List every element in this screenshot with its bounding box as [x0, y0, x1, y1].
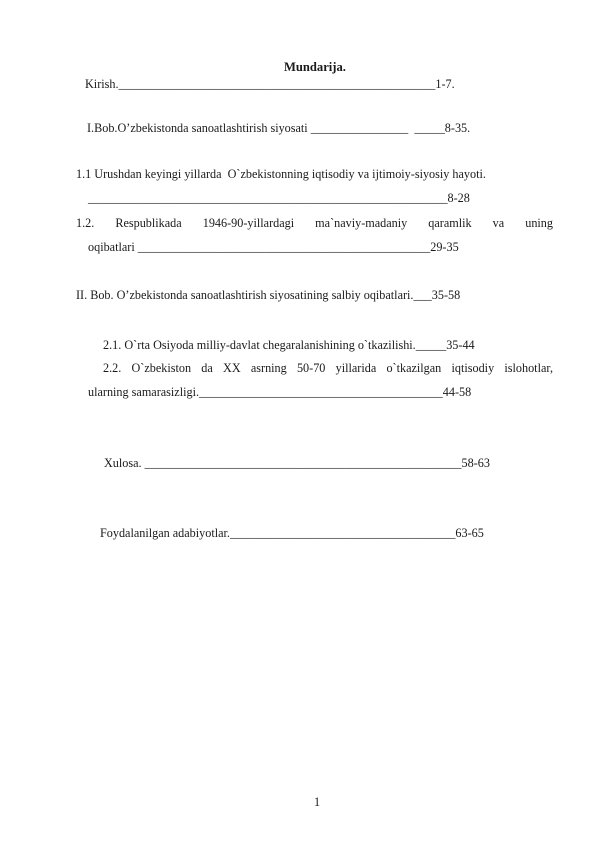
page-title: Mundarija. — [284, 60, 346, 74]
toc-entry-2-2-line1: 2.2. O`zbekiston da XX asrning 50-70 yillarida o`tkazilgan iqtisodiy islohotlar, — [103, 361, 553, 375]
toc-entry-1-2-line2: oqibatlari ________________________________________________29-35 — [88, 240, 459, 254]
toc-entry-1-1-line2: ___________________________________________________________8-28 — [88, 191, 470, 205]
toc-entry-bob2: II. Bob. O’zbekistonda sanoatlashtirish siyosatining salbiy oqibatlari.___35-58 — [76, 288, 461, 302]
toc-entry-kirish: Kirish.____________________________________________________1-7. — [85, 77, 455, 91]
toc-entry-bob1: I.Bob.O’zbekistonda sanoatlashtirish siyosati ________________ _____8-35. — [87, 121, 471, 135]
toc-entry-2-2-line2: ularning samarasizligi.________________________________________44-58 — [88, 385, 472, 399]
page-number: 1 — [314, 795, 321, 809]
toc-entry-1-1-line1: 1.1 Urushdan keyingi yillarda O`zbekistonning iqtisodiy va ijtimoiy-siyosiy hayoti. — [76, 167, 486, 181]
toc-entry-adabiyotlar: Foydalanilgan adabiyotlar._____________________________________63-65 — [100, 526, 484, 540]
toc-entry-xulosa: Xulosa. ____________________________________________________58-63 — [104, 456, 490, 470]
toc-entry-2-1: 2.1. O`rta Osiyoda milliy-davlat chegaralanishining o`tkazilishi._____35-44 — [103, 338, 475, 352]
toc-entry-1-2-line1: 1.2. Respublikada 1946-90-yillardagi ma`naviy-madaniy qaramlik va uning — [76, 216, 553, 230]
